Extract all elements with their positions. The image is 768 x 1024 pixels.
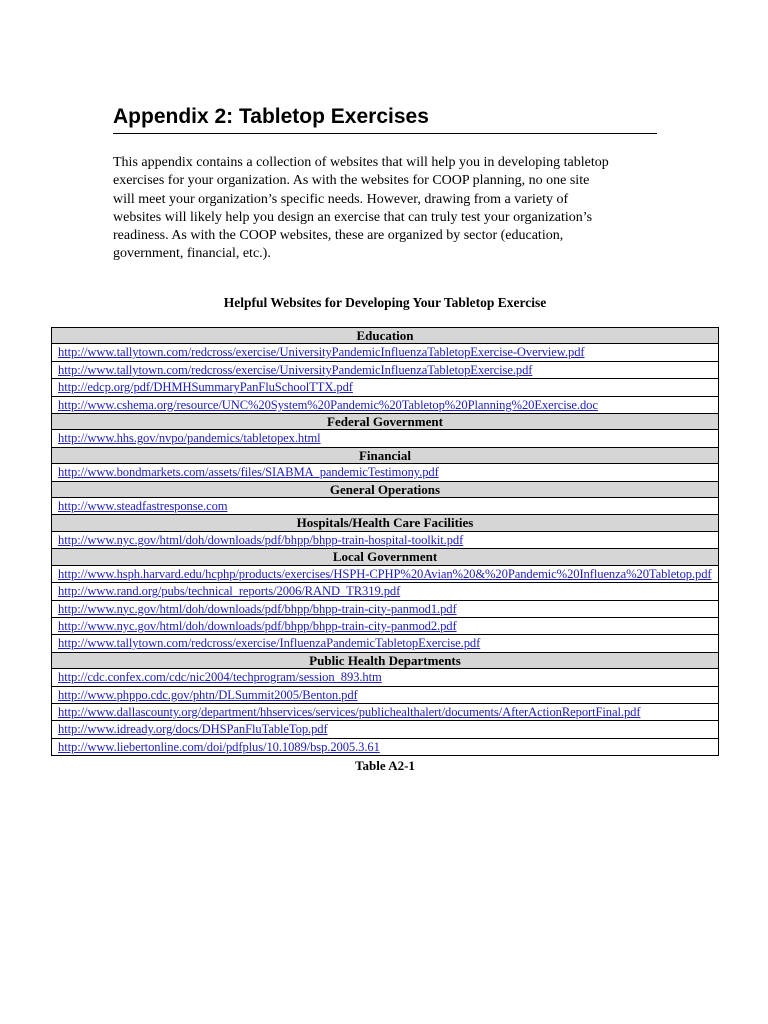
websites-table-body [52, 328, 719, 756]
link-cell [52, 565, 719, 582]
intro-line: government, financial, etc.). [113, 246, 271, 262]
link-row [52, 361, 719, 378]
link-cell [52, 583, 719, 600]
intro-line: This appendix contains a collection of websites that will help you in developing tabletop [113, 155, 609, 170]
website-link[interactable]: http://www.tallytown.com/redcross/exercise/InfluenzaPandemicTabletopExercise.pdf [58, 636, 481, 651]
intro-line: websites will likely help you design an exercise that can truly test your organization’s [113, 209, 593, 225]
table-title: Helpful Websites for Developing Your Tabletop Exercise [223, 295, 547, 310]
link-cell [52, 686, 719, 703]
website-link[interactable]: http://www.idready.org/docs/DHSPanFluTableTop.pdf [58, 722, 328, 737]
link-cell [52, 600, 719, 617]
intro-line: exercises for your organization. As with the websites for COOP planning, no one site [113, 173, 590, 189]
link-cell [52, 430, 719, 447]
category-row [52, 549, 719, 565]
category-row [52, 328, 719, 344]
link-cell [52, 464, 719, 481]
link-cell [52, 396, 719, 413]
category-label: Hospitals/Health Care Facilities [52, 515, 719, 531]
link-row [52, 721, 719, 738]
link-cell [52, 669, 719, 686]
category-row [52, 414, 719, 430]
link-row [52, 635, 719, 652]
page-heading: Appendix 2: Tabletop Exercises [113, 104, 657, 134]
category-row [52, 652, 719, 668]
link-cell [52, 361, 719, 378]
link-cell [52, 379, 719, 396]
websites-table [51, 327, 719, 756]
website-link[interactable]: http://www.nyc.gov/html/doh/downloads/pdf/bhpp/bhpp-train-hospital-toolkit.pdf [58, 532, 464, 547]
website-link[interactable]: http://www.dallascounty.org/department/hhservices/services/publichealthalert/documents/AfterActionReportFinal.pdf [58, 704, 641, 719]
link-row [52, 344, 719, 361]
website-link[interactable]: http://www.rand.org/pubs/technical_reports/2006/RAND_TR319.pdf [58, 584, 401, 599]
intro-line: will meet your organization’s specific needs. However, drawing from a variety of [113, 191, 569, 207]
category-label: Financial [52, 447, 719, 463]
link-cell [52, 617, 719, 634]
link-row [52, 379, 719, 396]
link-cell [52, 703, 719, 720]
link-row [52, 531, 719, 548]
website-link[interactable]: http://www.bondmarkets.com/assets/files/SIABMA_pandemicTestimony.pdf [58, 465, 439, 480]
link-row [52, 686, 719, 703]
category-label: Education [52, 328, 719, 344]
website-link[interactable]: http://www.steadfastresponse.com [58, 499, 228, 514]
website-link[interactable]: http://www.nyc.gov/html/doh/downloads/pdf/bhpp/bhpp-train-city-panmod2.pdf [58, 618, 457, 633]
website-link[interactable]: http://www.nyc.gov/html/doh/downloads/pdf/bhpp/bhpp-train-city-panmod1.pdf [58, 601, 457, 616]
website-link[interactable]: http://edcp.org/pdf/DHMHSummaryPanFluSchoolTTX.pdf [58, 380, 353, 395]
website-link[interactable]: http://www.phppo.cdc.gov/phtn/DLSummit2005/Benton.pdf [58, 687, 358, 702]
link-row [52, 738, 719, 755]
website-link[interactable]: http://www.tallytown.com/redcross/exercise/UniversityPandemicInfluenzaTabletopExercise.pdf [58, 362, 533, 377]
category-row [52, 447, 719, 463]
website-link[interactable]: http://www.cshema.org/resource/UNC%20System%20Pandemic%20Tabletop%20Planning%20Exercise.doc [58, 397, 598, 412]
category-row [52, 515, 719, 531]
link-cell [52, 738, 719, 755]
link-cell [52, 498, 719, 515]
link-row [52, 565, 719, 582]
link-row [52, 498, 719, 515]
link-row [52, 396, 719, 413]
website-link[interactable]: http://cdc.confex.com/cdc/nic2004/techprogram/session_893.htm [58, 670, 382, 685]
link-row [52, 617, 719, 634]
table-caption: Table A2-1 [355, 758, 415, 773]
intro-paragraph [113, 154, 661, 264]
intro-line: readiness. As with the COOP websites, these are organized by sector (education, [113, 228, 564, 244]
link-cell [52, 344, 719, 361]
link-cell [52, 721, 719, 738]
link-row [52, 583, 719, 600]
website-link[interactable]: http://www.liebertonline.com/doi/pdfplus/10.1089/bsp.2005.3.61 [58, 739, 380, 754]
link-row [52, 430, 719, 447]
category-label: Local Government [52, 549, 719, 565]
link-row [52, 464, 719, 481]
website-link[interactable]: http://www.tallytown.com/redcross/exercise/UniversityPandemicInfluenzaTabletopExercise-Overview.pdf [58, 345, 585, 360]
category-row [52, 481, 719, 497]
category-label: General Operations [52, 481, 719, 497]
link-cell [52, 531, 719, 548]
link-row [52, 600, 719, 617]
category-label: Federal Government [52, 414, 719, 430]
website-link[interactable]: http://www.hsph.harvard.edu/hcphp/products/exercises/HSPH-CPHP%20Avian%20&%20Pandemic%20Influenza%20Tabletop.pdf [58, 566, 712, 581]
link-row [52, 669, 719, 686]
website-link[interactable]: http://www.hhs.gov/nvpo/pandemics/tabletopex.html [58, 431, 321, 446]
category-label: Public Health Departments [52, 652, 719, 668]
link-cell [52, 635, 719, 652]
link-row [52, 703, 719, 720]
